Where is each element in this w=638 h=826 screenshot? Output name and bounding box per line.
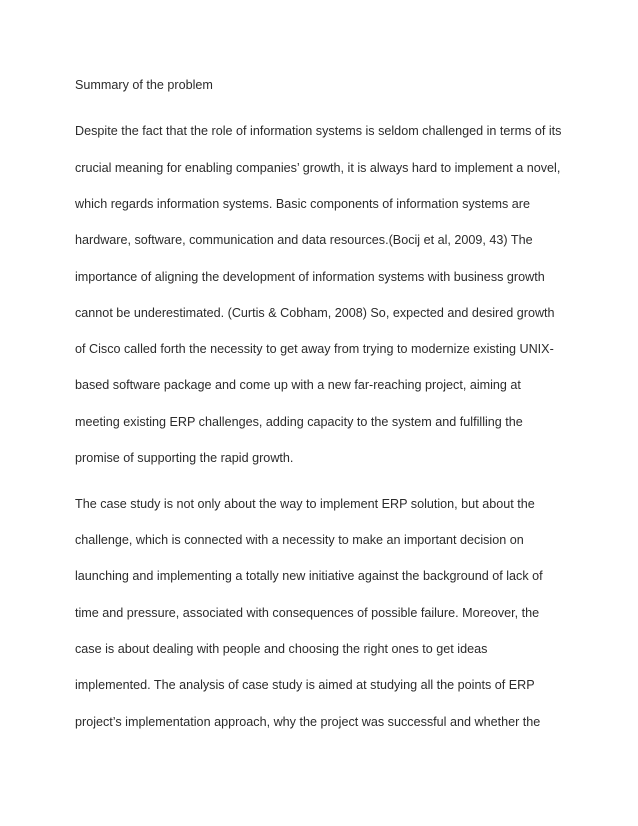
paragraph-2-line-5: case is about dealing with people and choosing the right ones to get ideas xyxy=(75,642,488,656)
paragraph-1-line-5: importance of aligning the development of information systems with business growth xyxy=(75,270,545,284)
paragraph-2-line-4: time and pressure, associated with consequences of possible failure. Moreover, the xyxy=(75,606,540,620)
paragraph-2-line-3: launching and implementing a totally new initiative against the background of lack of xyxy=(75,569,543,583)
paragraph-1-line-2: crucial meaning for enabling companies’ growth, it is always hard to implement a novel, xyxy=(75,161,561,175)
paragraph-1-line-9: meeting existing ERP challenges, adding capacity to the system and fulfilling the xyxy=(75,415,523,429)
paragraph-1-line-8: based software package and come up with a new far-reaching project, aiming at xyxy=(75,378,521,392)
paragraph-2-line-1: The case study is not only about the way to implement ERP solution, but about the xyxy=(75,497,535,511)
paragraph-1-line-6: cannot be underestimated. (Curtis & Cobham, 2008) So, expected and desired growth xyxy=(75,306,555,320)
paragraph-1-line-4: hardware, software, communication and data resources.(Bocij et al, 2009, 43) The xyxy=(75,233,533,247)
paragraph-2-line-2: challenge, which is connected with a necessity to make an important decision on xyxy=(75,533,524,547)
paragraph-2-line-6: implemented. The analysis of case study is aimed at studying all the points of ERP xyxy=(75,678,535,692)
paragraph-1-line-3: which regards information systems. Basic components of information systems are xyxy=(75,197,530,211)
section-heading: Summary of the problem xyxy=(75,78,213,92)
paragraph-1-line-10: promise of supporting the rapid growth. xyxy=(75,451,294,465)
paragraph-1-line-7: of Cisco called forth the necessity to get away from trying to modernize existing UNIX- xyxy=(75,342,554,356)
paragraph-2-line-7: project’s implementation approach, why the project was successful and whether the xyxy=(75,715,541,729)
paragraph-1-line-1: Despite the fact that the role of information systems is seldom challenged in terms of its xyxy=(75,124,562,138)
